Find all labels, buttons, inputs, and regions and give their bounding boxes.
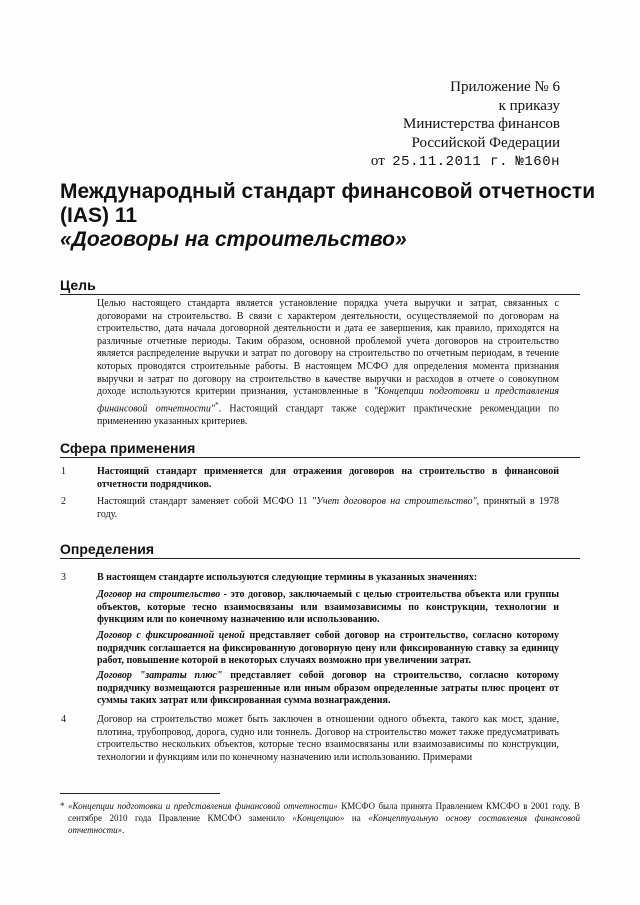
appendix-date-line <box>371 152 560 172</box>
goal-text-2: . Настоящий стандарт также содержит практические рекомендации по применению указанных критериев. <box>97 403 560 427</box>
definition-fixed-price-contract <box>97 630 559 668</box>
footnote-divider <box>60 793 220 794</box>
def3-text: представляет собой договор на строительство, согласно которому подрядчику возмещаются разрешенные или иным образом определенные затраты плюс процент от суммы таких затрат или фиксированная сумма вознаграждения. <box>97 670 559 707</box>
section-goal-label: Цель <box>60 277 96 293</box>
item-number-1: 1 <box>61 466 66 477</box>
def3-term: Договор "затраты плюс" <box>97 670 223 681</box>
appendix-line-2: к приказу <box>498 97 560 114</box>
def2-text: представляет собой договор на строительство, согласно которому подрядчик соглашается на фиксированную договорную цену или фиксированную ставку за единицу работ, повышение которой в некоторых случаях возможно при увеличении затрат. <box>97 630 559 667</box>
footnote-italic-2: «Концепцию» <box>292 813 345 823</box>
footnote-text-2: на <box>344 813 369 823</box>
footnote-italic-1: «Концепции подготовки и представления финансовой отчетности» <box>68 801 338 811</box>
title-line-1: Международный стандарт финансовой отчетности <box>60 180 596 203</box>
order-number: №160н <box>515 154 560 170</box>
footnote-text-3: . <box>122 825 125 835</box>
title-line-2: (IAS) 11 <box>60 204 138 227</box>
def1-text: - это договор, заключаемый с целью строительства объекта или группы объектов, которые тесно взаимосвязаны или взаимозависимы по конструкции, технологии и функциям или по конечному назначению или использованию. <box>97 589 560 626</box>
scope-item-2-italic: "Учет договоров на строительство" <box>311 496 477 507</box>
section-scope-label: Сфера применения <box>60 440 196 456</box>
item-number-2: 2 <box>61 496 66 507</box>
footnote-ref: * <box>215 400 219 409</box>
appendix-header <box>371 78 560 172</box>
scope-item-2-text-a: Настоящий стандарт заменяет собой МСФО 11 <box>97 496 312 507</box>
scope-item-2-text-b: , принятый в 1978 году. <box>97 496 559 520</box>
definition-construction-contract <box>97 589 559 627</box>
footnote <box>60 800 580 836</box>
footnote-italic-3: «Концептуальную основу составления финансовой отчетности» <box>68 813 581 835</box>
section-definitions-label: Определения <box>60 541 155 557</box>
section-heading-goal <box>60 277 580 295</box>
footnote-mark: * <box>60 801 65 811</box>
item-number-4: 4 <box>61 714 66 725</box>
footnote-body <box>68 800 580 836</box>
def2-term: Договор с фиксированной ценой <box>97 630 245 641</box>
appendix-line-3: Министерства финансов <box>403 116 560 132</box>
item-number-3: 3 <box>61 572 66 583</box>
footnote-text-1: КМСФО была принята Правлением КМСФО в 2001 году. В сентябре 2010 года Правление КМСФО заменило <box>68 801 580 823</box>
scope-item-2 <box>97 496 559 521</box>
title-line-3: «Договоры на строительство» <box>60 228 407 251</box>
goal-paragraph <box>97 298 559 428</box>
document-title <box>60 180 600 252</box>
appendix-line-4: Российской Федерации <box>411 134 560 151</box>
appendix-line-1: Приложение № 6 <box>450 79 560 95</box>
section-heading-definitions <box>60 541 580 559</box>
definition-cost-plus-contract <box>97 670 559 708</box>
definitions-intro: В настоящем стандарте используются следующие термины в указанных значениях: <box>97 572 478 583</box>
goal-text-1: Целью настоящего стандарта является установление порядка учета выручки и затрат, связанных с договорами на строительство. В связи с характером деятельности, осуществляемой по договорам на строительство, дата начала договорной деятельности и дата ее завершения, как правило, приходятся на различные отчетные периоды. Таким образом, основной проблемой учета договоров на строительство является распределение выручки и затрат по договору на строительство по отчетным периодам, в течение которых проводятся строительные работы. В настоящем МСФО для определения момента признания выручки и затрат по договору на строительство в качестве выручки и расходов в отчете о совокупном доходе используются критерии признания, установленные в <box>97 298 559 398</box>
goal-text-italic: "Концепции подготовки и представления финансовой отчетности" <box>97 386 559 415</box>
section-heading-scope <box>60 440 580 458</box>
paragraph-4: Договор на строительство может быть заключен в отношении одного объекта, такого как мост, здание, плотина, трубопровод, дорога, судно или тоннель. Договор на строительство может также предусматривать строительство нескольких объектов, которые тесно взаимосвязаны или взаимозависимы по конструкции, технологии и функциям или по конечному назначению или использованию. Примерами <box>97 714 559 763</box>
order-date: 25.11.2011 г. <box>392 154 508 170</box>
def1-term: Договор на строительство <box>97 589 221 600</box>
date-prefix: от <box>370 153 385 169</box>
scope-item-1: Настоящий стандарт применяется для отражения договоров на строительство в финансовой отчетности подрядчиков. <box>97 466 559 490</box>
